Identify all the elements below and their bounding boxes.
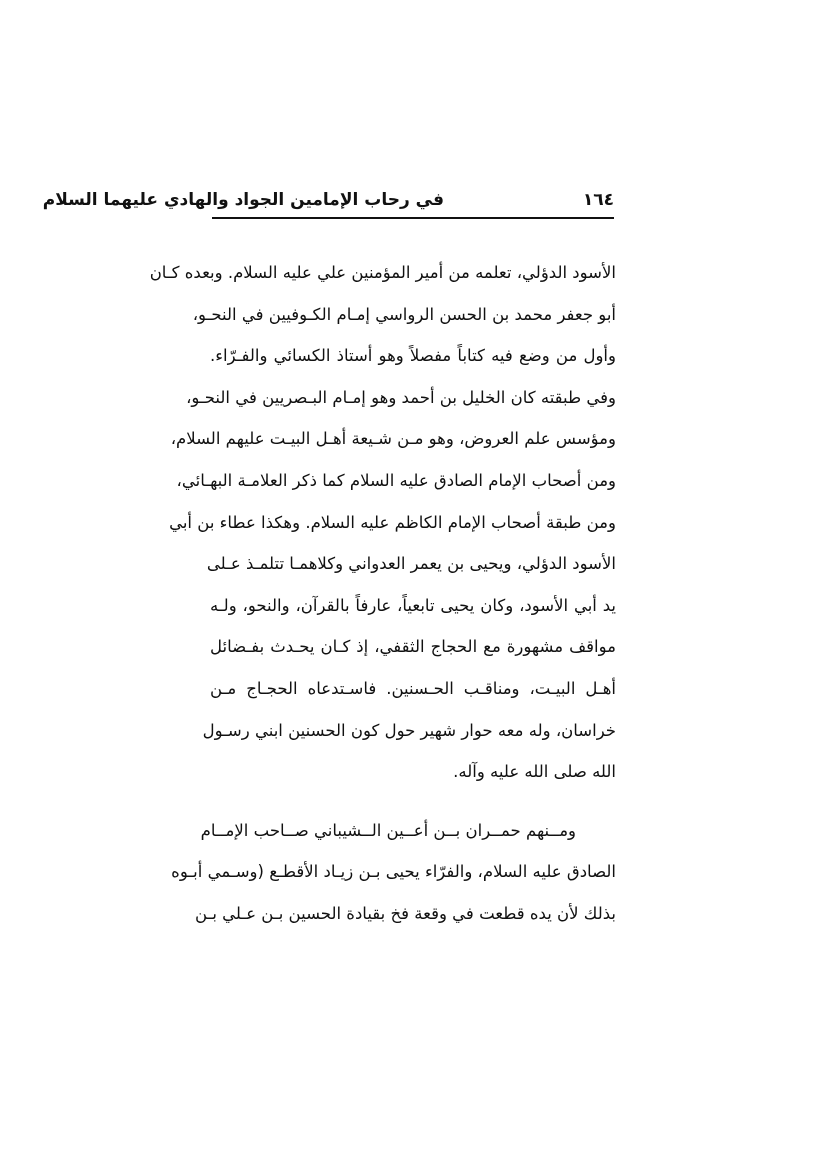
text-line: وأول من وضع فيه كتاباً مفصلاً وهو أستاذ الكسائي والفـرّاء. [210, 346, 616, 366]
text-line: ومــنهم حمــران بــن أعــين الــشيباني صــاحب الإمــام [200, 820, 576, 840]
text-line: بذلك لأن يده قطعت في وقعة فخ بقيادة الحسين بـن عـلي بـن [194, 903, 616, 923]
text-line: الأسود الدؤلي، ويحيى بن يعمر العدواني وكلاهمـا تتلمـذ عـلى [206, 554, 616, 574]
paragraph [149, 252, 616, 793]
text-line: ومؤسس علم العروض، وهو مـن شـيعة أهـل البيـت عليهم السلام، [170, 429, 616, 449]
text-line: الله صلى الله عليه وآله. [453, 762, 616, 782]
text-line: وفي طبقته كان الخليل بن أحمد وهو إمـام البـصريين في النحـو، [186, 387, 616, 407]
text-line: أبو جعفر محمد بن الحسن الرواسي إمـام الكـوفيين في النحـو، [192, 304, 616, 324]
text-line: الصادق عليه السلام، والفرّاء يحيى بـن زيـاد الأقطـع (وسـمي أبـوه [171, 862, 616, 882]
text-line: خراسان، وله معه حوار شهير حول كون الحسنين ابني رسـول [202, 720, 616, 740]
header-title: في رحاب الإمامين الجواد والهادي عليهما السلام [42, 190, 444, 210]
text-line: مواقف مشهورة مع الحجاج الثقفي، إذ كـان يحـدث بفـضائل [210, 637, 616, 657]
text-line: أهـل البيـت، ومناقـب الحـسنين. فاسـتدعاه الحجـاج مـن [210, 678, 616, 698]
running-header [42, 186, 614, 216]
page-number: ١٦٤ [582, 190, 614, 210]
paragraph-gap [210, 793, 616, 810]
text-line: الأسود الدؤلي، تعلمه من أمير المؤمنين علي عليه السلام. وبعده كـان [149, 263, 616, 282]
body-text [149, 252, 616, 935]
text-line: ومن طبقة أصحاب الإمام الكاظم عليه السلام. وهكذا عطاء بن أبي [169, 512, 616, 532]
paragraph [171, 810, 616, 935]
text-line: ومن أصحاب الإمام الصادق عليه السلام كما ذكر العلامـة البهـائي، [176, 470, 616, 490]
header-divider [212, 217, 614, 219]
text-line: يد أبي الأسود، وكان يحيى تابعياً، عارفاً بالقرآن، والنحو، ولـه [210, 595, 616, 615]
